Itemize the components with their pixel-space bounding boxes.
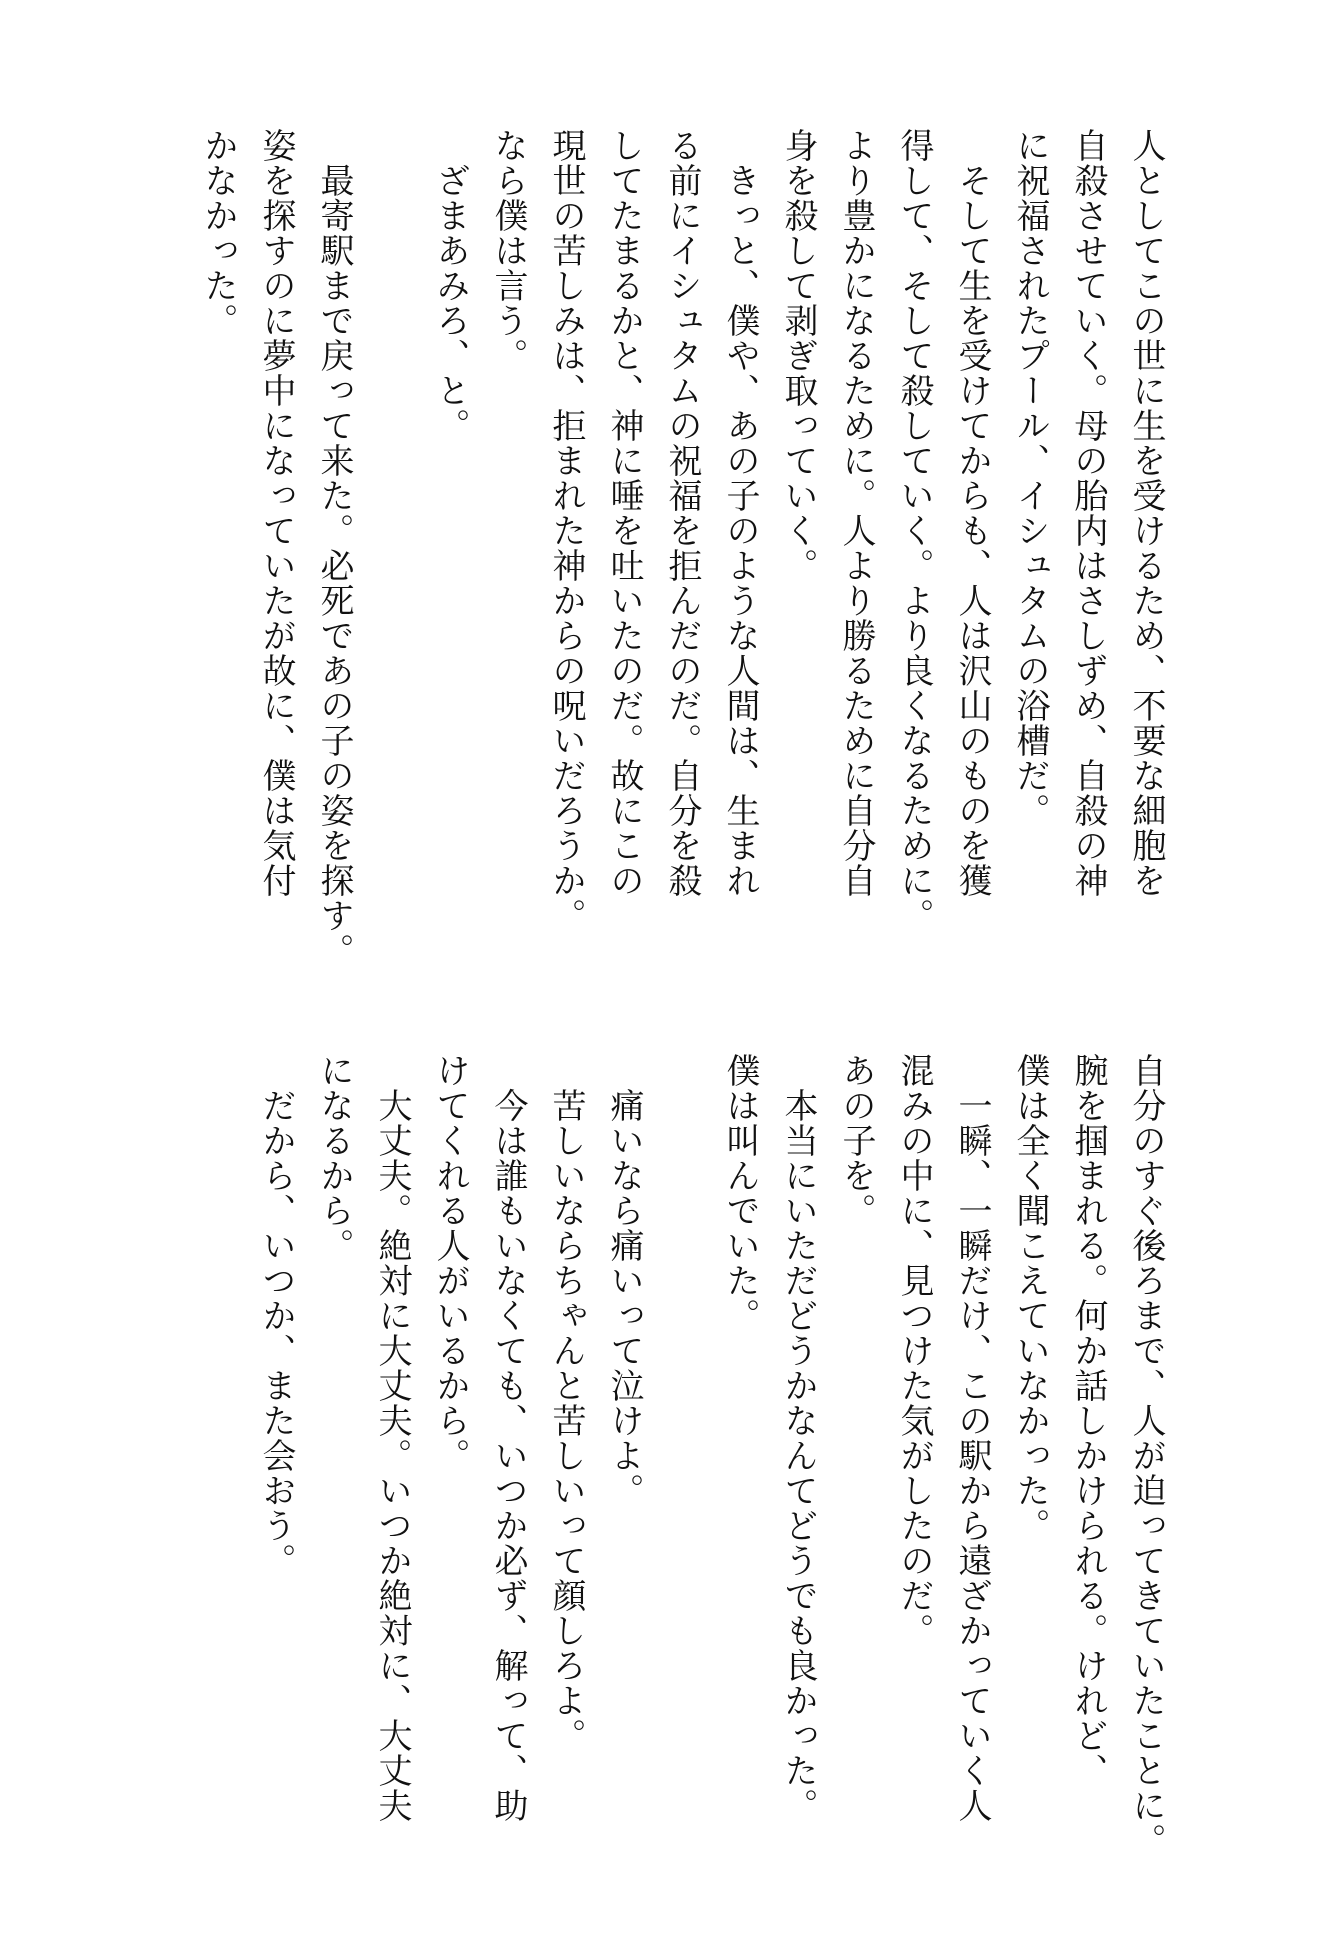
text-line: 混みの中に、見つけた気がしたのだ。: [894, 1053, 934, 1648]
text-line: 人としてこの世に生を受けるため、不要な細胞を: [1126, 128, 1166, 898]
text-line: かなかった。: [198, 128, 238, 338]
text-line: きっと、僕や、あの子のような人間は、生まれ: [720, 128, 760, 898]
text-line: だから、いつか、また会おう。: [256, 1053, 296, 1578]
text-line: 腕を掴まれる。何か話しかけられる。けれど、: [1068, 1053, 1108, 1788]
text-line: 僕は叫んでいた。: [720, 1053, 760, 1333]
text-line: 自分のすぐ後ろまで、人が迫ってきていたことに。: [1126, 1053, 1166, 1858]
text-line: ざまあみろ、と。: [430, 128, 470, 443]
text-line: 今は誰もいなくても、いつか必ず、解って、助: [488, 1053, 528, 1823]
text-line: 大丈夫。絶対に大丈夫。いつか絶対に、大丈夫: [372, 1053, 412, 1823]
blank-line: [363, 128, 421, 948]
text-line: 自殺させていく。母の胎内はさしずめ、自殺の神: [1068, 128, 1108, 898]
text-line: してたまるかと、神に唾を吐いたのだ。故にこの: [604, 128, 644, 898]
text-line: 身を殺して剥ぎ取っていく。: [778, 128, 818, 583]
lower-text-block: [247, 1053, 1175, 1858]
text-line: に祝福されたプール、イシュタムの浴槽だ。: [1010, 128, 1050, 828]
text-line: 一瞬、一瞬だけ、この駅から遠ざかっていく人: [952, 1053, 992, 1823]
text-line: そして生を受けてからも、人は沢山のものを獲: [952, 128, 992, 898]
text-line: 本当にいただどうかなんてどうでも良かった。: [778, 1053, 818, 1823]
upper-text-block: [189, 128, 1175, 968]
text-line: 痛いなら痛いって泣けよ。: [604, 1053, 644, 1508]
text-line: けてくれる人がいるから。: [430, 1053, 470, 1473]
text-line: なら僕は言う。: [488, 128, 528, 373]
text-line: 僕は全く聞こえていなかった。: [1010, 1053, 1050, 1543]
text-line: る前にイシュタムの祝福を拒んだのだ。自分を殺: [662, 128, 702, 898]
text-line: あの子を。: [836, 1053, 876, 1228]
text-line: 姿を探すのに夢中になっていたが故に、僕は気付: [256, 128, 296, 898]
text-line: になるから。: [314, 1053, 354, 1263]
text-line: 現世の苦しみは、拒まれた神からの呪いだろうか。: [546, 128, 586, 933]
text-line: より豊かになるために。人より勝るために自分自: [836, 128, 876, 898]
blank-line: [653, 1053, 711, 1833]
text-line: 苦しいならちゃんと苦しいって顔しろよ。: [546, 1053, 586, 1753]
text-line: 得して、そして殺していく。より良くなるために。: [894, 128, 934, 933]
text-line: 最寄駅まで戻って来た。必死であの子の姿を探す。: [314, 128, 354, 968]
